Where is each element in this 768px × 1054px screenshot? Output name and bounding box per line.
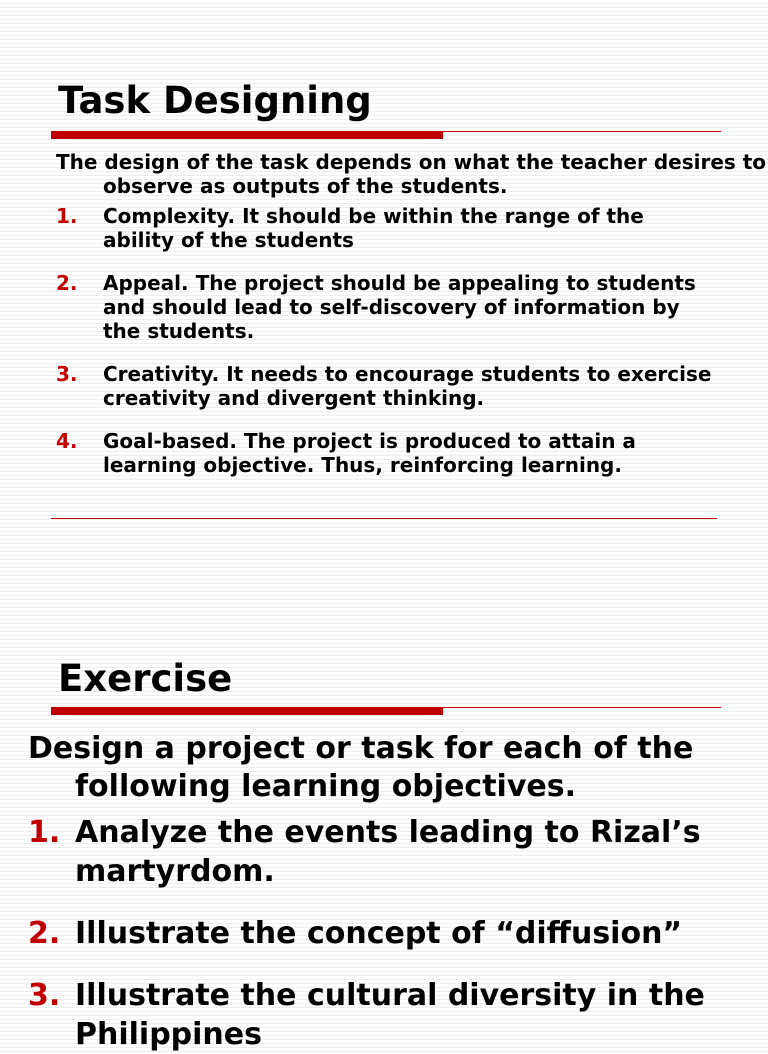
list-number: 2. bbox=[28, 916, 61, 951]
title-underline-thick bbox=[51, 707, 443, 715]
slide-bottom-divider bbox=[51, 518, 717, 519]
list-number: 4. bbox=[56, 429, 78, 453]
slide-title: Task Designing bbox=[58, 79, 372, 122]
title-underline-thin bbox=[443, 707, 721, 708]
slide-exercise bbox=[0, 610, 768, 1052]
list-item bbox=[56, 271, 716, 343]
list-item-text: Illustrate the concept of “diffusion” bbox=[75, 916, 683, 951]
title-underline-thick bbox=[51, 131, 443, 139]
list-number: 1. bbox=[56, 204, 78, 228]
intro-text: Design a project or task for each of the following learning objectives. bbox=[28, 731, 694, 804]
list-number: 1. bbox=[28, 815, 61, 850]
list-item bbox=[56, 362, 716, 410]
slide-title: Exercise bbox=[58, 657, 233, 700]
list-item-text: Goal-based. The project is produced to attain a learning objective. Thus, reinforcing learning. bbox=[103, 429, 636, 477]
list-item bbox=[28, 914, 748, 953]
list-item-text: Appeal. The project should be appealing to students and should lead to self-discovery of information by the students. bbox=[103, 271, 696, 343]
list-item bbox=[56, 429, 716, 477]
list-item bbox=[28, 976, 748, 1054]
list-item bbox=[56, 204, 716, 252]
list-item-text: Creativity. It needs to encourage students to exercise creativity and divergent thinking. bbox=[103, 362, 712, 410]
intro-text: The design of the task depends on what the teacher desires to observe as outputs of the students. bbox=[56, 150, 767, 198]
list-item-text: Complexity. It should be within the range of the ability of the students bbox=[103, 204, 644, 252]
list-number: 3. bbox=[28, 978, 61, 1013]
list-item-text: Illustrate the cultural diversity in the Philippines bbox=[75, 978, 705, 1052]
list-item-text: Analyze the events leading to Rizal’s martyrdom. bbox=[75, 815, 701, 889]
list-number: 2. bbox=[56, 271, 78, 295]
title-underline-thin bbox=[443, 131, 721, 132]
list-item bbox=[28, 813, 748, 891]
list-number: 3. bbox=[56, 362, 78, 386]
